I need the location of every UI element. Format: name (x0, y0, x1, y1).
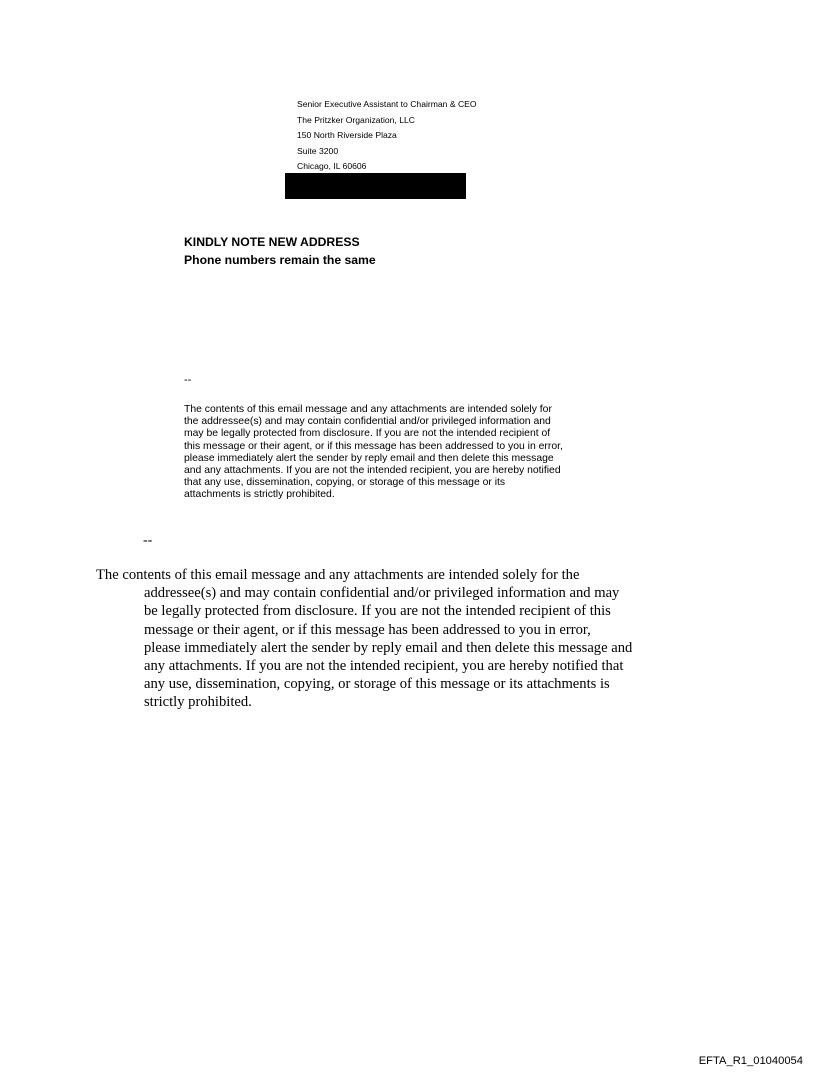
outer-disclaimer-line: please immediately alert the sender by reply email and then delete this message and (144, 639, 633, 656)
inner-disclaimer-line: please immediately alert the sender by reply email and then delete this message (184, 452, 554, 464)
outer-separator: -- (143, 533, 153, 548)
document-id: EFTA_R1_01040054 (698, 1055, 803, 1067)
signature-block (297, 97, 477, 175)
outer-disclaimer-line: any attachments. If you are not the intended recipient, you are hereby notified that (144, 658, 624, 675)
inner-disclaimer-line: this message or their agent, or if this message has been addressed to you in error, (184, 440, 563, 452)
outer-disclaimer-line: The contents of this email message and any attachments are intended solely for the (96, 567, 580, 583)
inner-disclaimer-line: that any use, dissemination, copying, or storage of this message or its (184, 477, 506, 489)
inner-separator: -- (184, 374, 192, 386)
inner-disclaimer-line: The contents of this email message and any attachments are intended solely for (184, 404, 552, 415)
inner-disclaimer (184, 404, 644, 502)
signature-city: Chicago, IL 60606 (297, 161, 367, 171)
inner-disclaimer-line: may be legally protected from disclosure. If you are not the intended recipient of (184, 428, 551, 440)
notice-phone: Phone numbers remain the same (184, 253, 376, 267)
signature-street: 150 North Riverside Plaza (297, 130, 397, 140)
outer-disclaimer-line: be legally protected from disclosure. If you are not the intended recipient of this (144, 603, 611, 620)
address-notice (184, 233, 376, 269)
inner-disclaimer-line: attachments is strictly prohibited. (184, 489, 335, 501)
outer-disclaimer-line: any use, dissemination, copying, or storage of this message or its attachments is (144, 676, 610, 693)
inner-disclaimer-line: and any attachments. If you are not the intended recipient, you are hereby notified (184, 465, 561, 477)
signature-suite: Suite 3200 (297, 145, 339, 156)
inner-disclaimer-line: the addressee(s) and may contain confidential and/or privileged information and (184, 416, 551, 428)
outer-disclaimer-line: message or their agent, or if this message has been addressed to you in error, (144, 621, 591, 638)
outer-disclaimer (96, 566, 696, 712)
signature-title: Senior Executive Assistant to Chairman & CEO (297, 99, 477, 109)
signature-company: The Pritzker Organization, LLC (297, 114, 415, 125)
outer-disclaimer-line: strictly prohibited. (144, 694, 252, 711)
redaction-box (285, 173, 466, 199)
outer-disclaimer-line: addressee(s) and may contain confidential and/or privileged information and may (144, 585, 620, 602)
notice-new-address: KINDLY NOTE NEW ADDRESS (184, 235, 360, 249)
